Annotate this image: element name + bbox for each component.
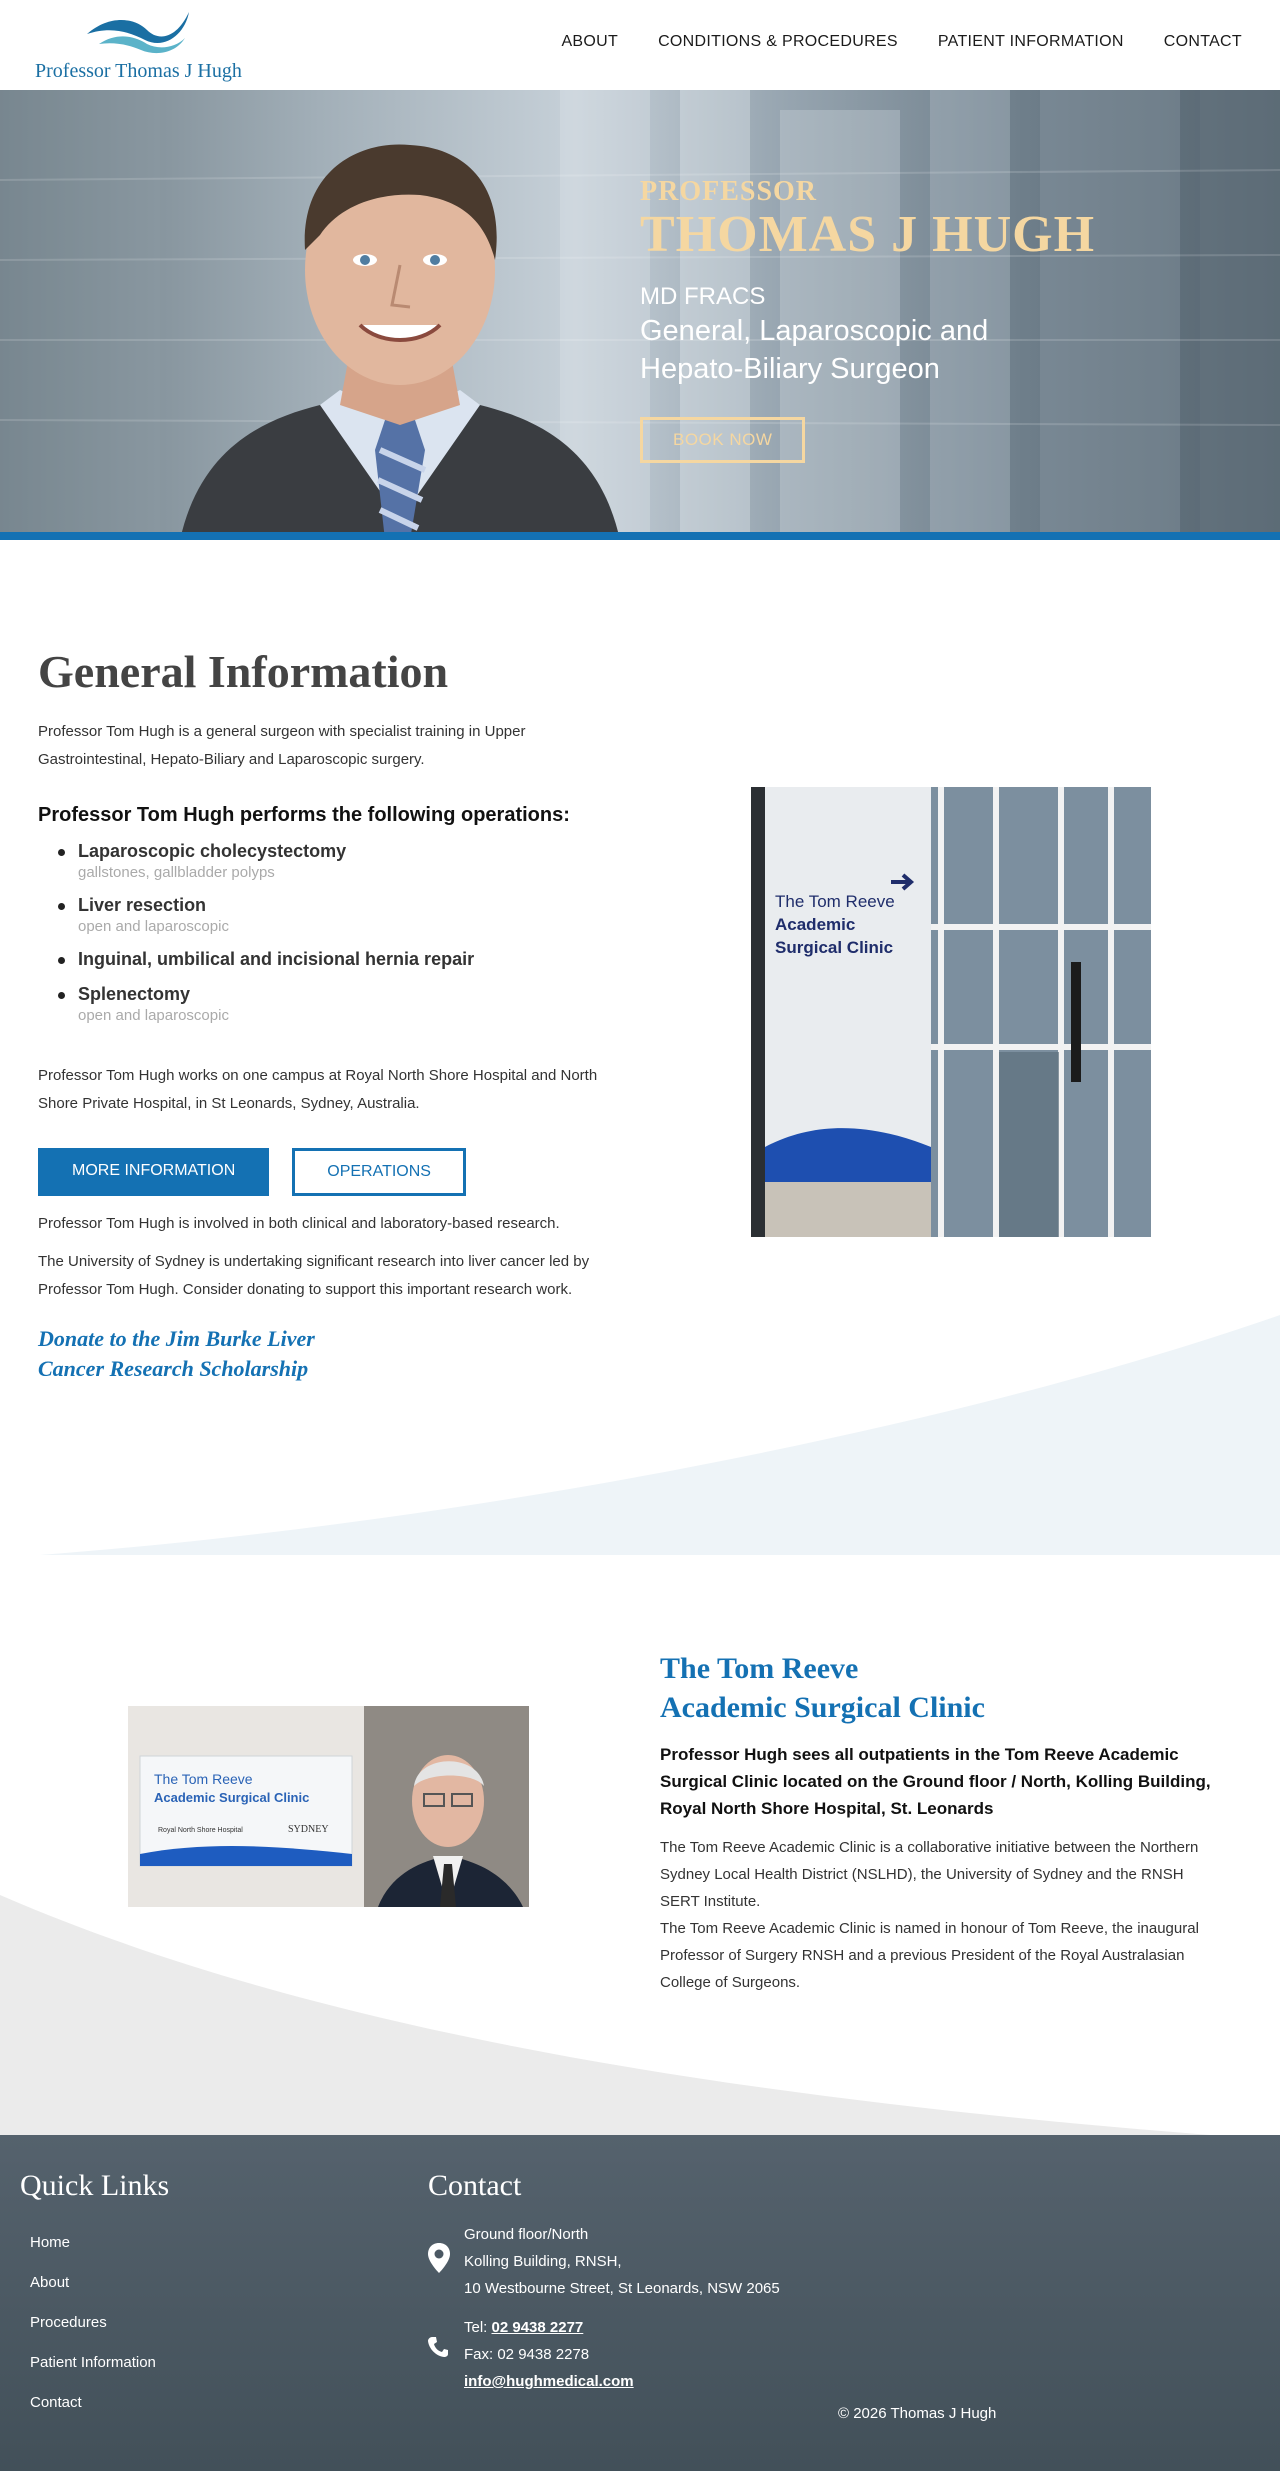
- clinic-sign-line3: Surgical Clinic: [775, 938, 894, 957]
- tom-reeve-content: [660, 1649, 1220, 1996]
- nav-patient-information[interactable]: PATIENT INFORMATION: [937, 33, 1124, 50]
- logo-text: Professor Thomas J Hugh: [35, 60, 242, 82]
- operation-detail: open and laparoscopic: [78, 1007, 229, 1024]
- hero-name: THOMAS J HUGH: [640, 206, 1096, 263]
- info-button-row: [38, 1148, 628, 1196]
- list-item: [78, 841, 628, 881]
- plaque-line1: The Tom Reeve: [154, 1771, 253, 1787]
- clinic-sign-line2: Academic: [775, 915, 856, 934]
- more-information-button[interactable]: MORE INFORMATION: [38, 1148, 269, 1196]
- site-footer: [0, 2135, 1280, 2471]
- list-item: [78, 895, 628, 935]
- copyright-text: © 2026 Thomas J Hugh: [838, 2405, 997, 2422]
- wave-logo-icon: [85, 4, 195, 54]
- address-line1: Ground floor/North: [464, 2226, 589, 2243]
- professor-portrait: [170, 120, 630, 540]
- hero-role-line2: Hepato-Biliary Surgeon: [640, 352, 940, 385]
- map-pin-icon: [428, 2243, 450, 2273]
- donate-line2: Cancer Research Scholarship: [38, 1356, 309, 1381]
- tom-reeve-paragraph-2: The Tom Reeve Academic Clinic is named in honour of Tom Reeve, the inaugural Professor of Surgery RNSH and a previous President of the Royal Australasian College of Surgeons.: [660, 1920, 1199, 1991]
- nav-contact[interactable]: CONTACT: [1163, 33, 1242, 50]
- footer-contact: [428, 2169, 928, 2395]
- tel-label: Tel:: [464, 2319, 492, 2336]
- general-info-content: [38, 645, 628, 1384]
- general-intro-text: Professor Tom Hugh is a general surgeon with specialist training in Upper Gastrointestinal, Hepato-Biliary and Laparoscopic surgery.: [38, 723, 526, 768]
- contact-title: Contact: [428, 2169, 522, 2202]
- tom-reeve-outpatients-text: Professor Hugh sees all outpatients in the Tom Reeve Academic Surgical Clinic located on the Ground floor / North, Kolling Building, Royal North Shore Hospital, St. Leonards: [660, 1745, 1211, 1818]
- list-item: [78, 949, 628, 970]
- address-line2: Kolling Building, RNSH,: [464, 2253, 622, 2270]
- hero-qualifications: MD FRACS: [640, 282, 766, 310]
- operation-name: Laparoscopic cholecystectomy: [78, 841, 347, 861]
- tom-reeve-title-line2: Academic Surgical Clinic: [660, 1691, 985, 1724]
- main-nav: [561, 33, 1242, 51]
- operation-name: Splenectomy: [78, 984, 191, 1004]
- donate-link[interactable]: [38, 1324, 378, 1384]
- contact-address: [428, 2221, 928, 2302]
- footer-link-home[interactable]: Home: [30, 2234, 71, 2251]
- research-liver-text: The University of Sydney is undertaking significant research into liver cancer led by Professor Tom Hugh. Consider donating to support this important research work.: [38, 1253, 590, 1298]
- site-header: [0, 0, 1280, 90]
- book-now-button[interactable]: BOOK NOW: [640, 417, 805, 463]
- site-logo[interactable]: [35, 4, 245, 84]
- list-item: [78, 984, 628, 1024]
- phone-icon: [428, 2336, 448, 2358]
- operations-button[interactable]: OPERATIONS: [292, 1148, 466, 1196]
- clinic-entrance-photo: [751, 787, 1151, 1237]
- operation-detail: gallstones, gallbladder polyps: [78, 864, 275, 881]
- operations-title: Professor Tom Hugh performs the following operations:: [38, 804, 570, 826]
- hero-text-block: [640, 176, 1240, 463]
- footer-link-contact[interactable]: Contact: [30, 2394, 82, 2411]
- plaque-line2: Academic Surgical Clinic: [154, 1790, 310, 1805]
- plaque-logo-rnsh: Royal North Shore Hospital: [158, 1827, 243, 1834]
- fax-text: Fax: 02 9438 2278: [464, 2346, 590, 2363]
- plaque-logo-sydney: SYDNEY: [288, 1824, 329, 1835]
- contact-phone: [428, 2314, 928, 2395]
- clinic-plaque-and-portrait-image: [128, 1706, 529, 1907]
- hero-banner: [0, 90, 1280, 540]
- nav-about[interactable]: ABOUT: [561, 33, 619, 50]
- donate-line1: Donate to the Jim Burke Liver: [38, 1326, 315, 1351]
- campus-text: Professor Tom Hugh works on one campus at Royal North Shore Hospital and North Shore Private Hospital, in St Leonards, Sydney, Australia.: [38, 1067, 598, 1112]
- operations-list: [38, 841, 628, 1024]
- tel-row: [464, 2314, 928, 2341]
- general-information-section: [0, 540, 1280, 1555]
- tom-reeve-title-line1: The Tom Reeve: [660, 1652, 859, 1685]
- operation-detail: open and laparoscopic: [78, 918, 229, 935]
- research-text: Professor Tom Hugh is involved in both clinical and laboratory-based research.: [38, 1215, 560, 1232]
- footer-link-patient-information[interactable]: Patient Information: [30, 2354, 156, 2371]
- clinic-sign-line1: The Tom Reeve: [775, 892, 895, 911]
- hero-accent-bar: [0, 532, 1280, 540]
- hero-role-line1: General, Laparoscopic and: [640, 314, 989, 347]
- nav-conditions-procedures[interactable]: CONDITIONS & PROCEDURES: [658, 33, 898, 50]
- operation-name: Liver resection: [78, 895, 207, 915]
- email-link[interactable]: info@hughmedical.com: [464, 2373, 634, 2390]
- hero-pre-title: PROFESSOR: [640, 176, 818, 207]
- general-info-heading: General Information: [38, 646, 449, 697]
- footer-link-procedures[interactable]: Procedures: [30, 2314, 107, 2331]
- tom-reeve-title: [660, 1649, 1220, 1727]
- footer-link-about[interactable]: About: [30, 2274, 70, 2291]
- tom-reeve-section: [0, 1555, 1280, 2135]
- quick-links-title: Quick Links: [20, 2169, 170, 2202]
- operation-name: Inguinal, umbilical and incisional hernia repair: [78, 949, 475, 969]
- tom-reeve-paragraph-1: The Tom Reeve Academic Clinic is a collaborative initiative between the Northern Sydney Local Health District (NSLHD), the University of Sydney and the RNSH SERT Institute.: [660, 1839, 1199, 1910]
- address-line3: 10 Westbourne Street, St Leonards, NSW 2065: [464, 2280, 780, 2297]
- tel-link[interactable]: 02 9438 2277: [491, 2319, 584, 2336]
- quick-links-list: [20, 2223, 169, 2423]
- quick-links: [20, 2169, 169, 2423]
